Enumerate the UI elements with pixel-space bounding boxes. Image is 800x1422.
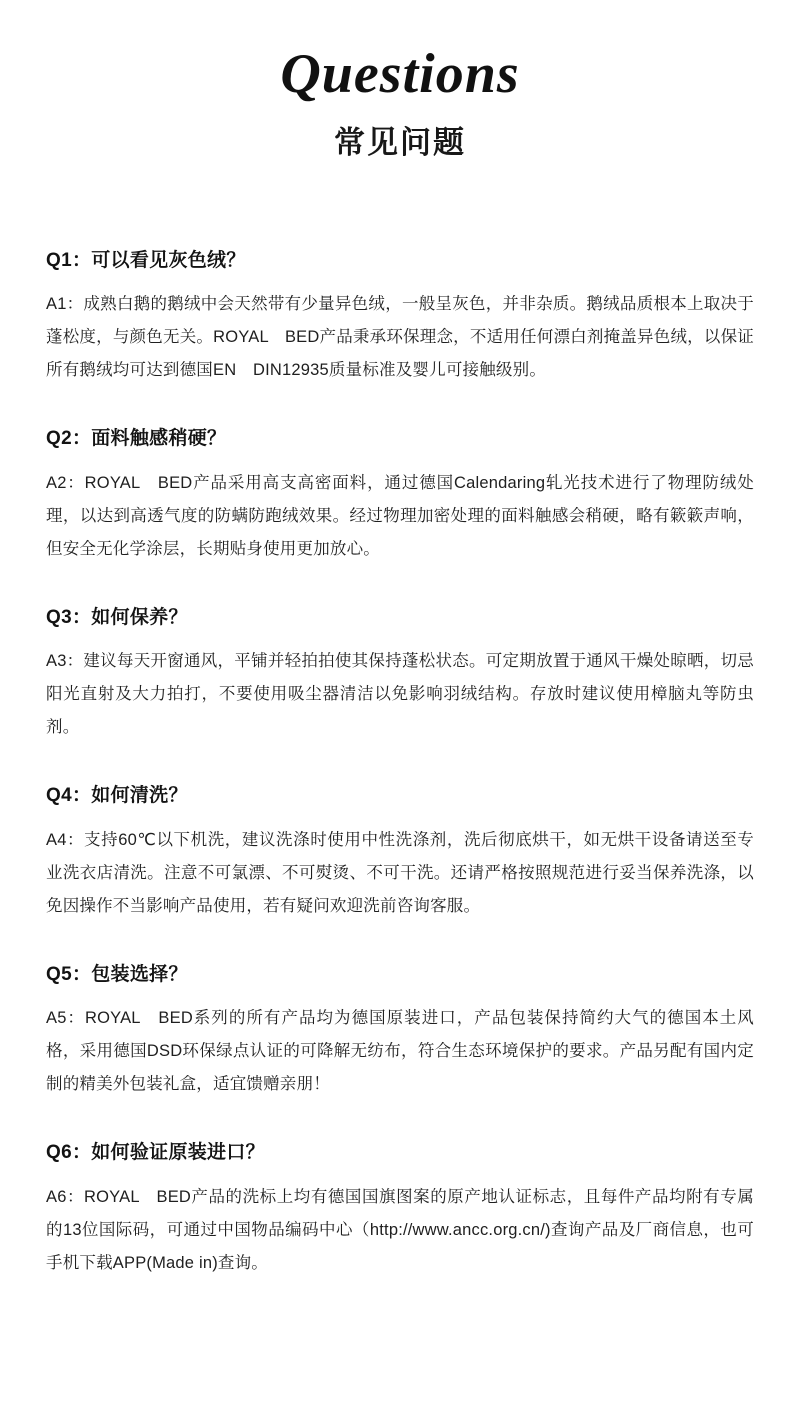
faq-answer: A6：ROYAL BED产品的洗标上均有德国国旗图案的原产地认证标志，且每件产品均附有专属的13位国际码，可通过中国物品编码中心（http://www.ancc.org.cn/)查询产品及厂商信息，也可手机下载APP(Made in)查询。 (46, 1187, 754, 1272)
faq-question: Q3：如何保养？ (46, 606, 188, 628)
faq-item (46, 425, 754, 566)
faq-answer: A3：建议每天开窗通风，平铺并轻拍拍使其保持蓬松状态。可定期放置于通风干燥处晾晒，切忌阳光直射及大力拍打，不要使用吸尘器清洁以免影响羽绒结构。存放时建议使用樟脑丸等防虫剂。 (46, 652, 754, 737)
faq-answer: A2：ROYAL BED产品采用高支高密面料，通过德国Calendaring轧光技术进行了物理防绒处理，以达到高透气度的防螨防跑绒效果。经过物理加密处理的面料触感会稍硬，略有簌簌声响，但安全无化学涂层，长期贴身使用更加放心。 (46, 473, 754, 558)
faq-question: Q6：如何验证原装进口？ (46, 1142, 265, 1164)
faq-list (46, 247, 754, 1320)
faq-item (46, 782, 754, 923)
faq-answer: A4：支持60℃以下机洗，建议洗涤时使用中性洗涤剂，洗后彻底烘干，如无烘干设备请送至专业洗衣店清洗。注意不可氯漂、不可熨烫、不可干洗。还请严格按照规范进行妥当保养洗涤，以免因操作不当影响产品使用，若有疑问欢迎洗前咨询客服。 (46, 830, 754, 915)
page-title-chinese: 常见问题 (334, 124, 466, 160)
faq-question: Q1：可以看见灰色绒？ (46, 249, 246, 271)
page-header (46, 0, 754, 161)
faq-question: Q5：包装选择？ (46, 963, 188, 985)
faq-item (46, 604, 754, 745)
faq-question: Q4：如何清洗？ (46, 785, 188, 807)
faq-answer: A1：成熟白鹅的鹅绒中会天然带有少量异色绒，一般呈灰色，并非杂质。鹅绒品质根本上取决于蓬松度，与颜色无关。ROYAL BED产品秉承环保理念，不适用任何漂白剂掩盖异色绒，以保证所有鹅绒均可达到德国EN DIN12935质量标准及婴儿可接触级别。 (46, 295, 754, 380)
faq-item (46, 1139, 754, 1320)
faq-item (46, 247, 754, 388)
faq-item (46, 961, 754, 1102)
faq-answer: A5：ROYAL BED系列的所有产品均为德国原装进口，产品包装保持简约大气的德国本土风格，采用德国DSD环保绿点认证的可降解无纺布，符合生态环境保护的要求。产品另配有国内定制的精美外包装礼盒，适宜馈赠亲朋！ (46, 1009, 754, 1094)
page-title-english: Questions (280, 43, 520, 105)
faq-question: Q2：面料触感稍硬？ (46, 428, 227, 450)
